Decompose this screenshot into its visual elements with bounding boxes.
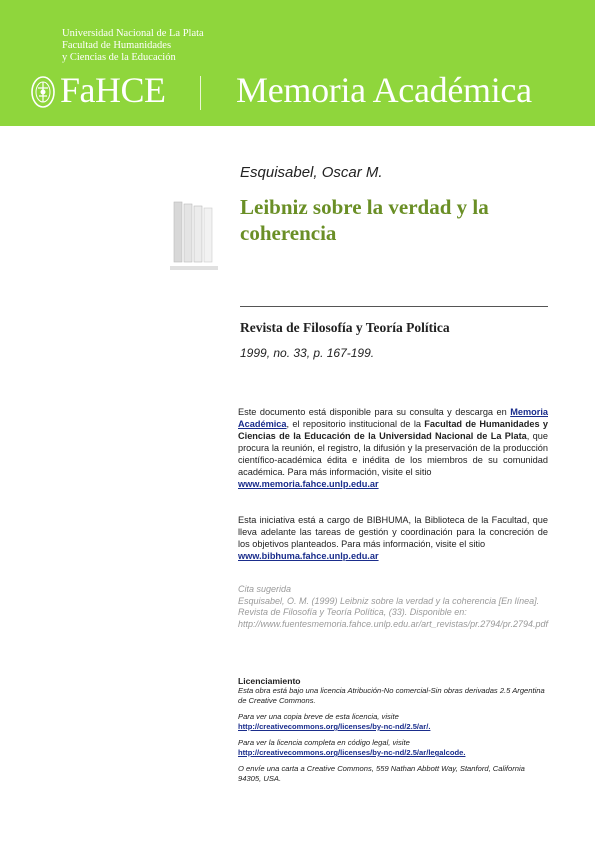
license-section	[238, 676, 550, 784]
bibhuma-url-link[interactable]: www.bibhuma.fahce.unlp.edu.ar	[238, 551, 379, 561]
license-heading: Licenciamiento	[238, 676, 301, 686]
availability-paragraph	[238, 406, 548, 490]
university-seal-icon	[30, 74, 56, 110]
license-text: Esta obra está bajo una licencia Atribución-No comercial-Sin obras derivadas 2.5 Argentina de Creative Commons.	[238, 686, 545, 705]
fahce-logo: FaHCE	[60, 70, 166, 110]
journal-name: Revista de Filosofía y Teoría Política	[240, 320, 450, 335]
repository-name: Memoria Académica	[236, 70, 532, 110]
availability-text: Este documento está disponible para su consulta y descarga en	[238, 407, 511, 417]
memoria-url-link[interactable]: www.memoria.fahce.unlp.edu.ar	[238, 479, 379, 489]
author: Esquisabel, Oscar M.	[240, 164, 383, 181]
bibhuma-paragraph	[238, 514, 548, 562]
faculty-line-2: y Ciencias de la Educación	[62, 52, 176, 63]
books-stack-icon	[168, 198, 220, 276]
license-short-text: Para ver una copia breve de esta licencia, visite	[238, 712, 399, 721]
suggested-citation	[238, 584, 550, 630]
availability-text-2: , el repositorio institucional de la	[286, 419, 425, 429]
document-title: Leibniz sobre la verdad y la coherencia	[240, 195, 489, 245]
license-mail-text: O envíe una carta a Creative Commons, 559 Nathan Abbott Way, Stanford, California 94305, USA.	[238, 764, 525, 783]
availability-text-3: , que procura la reunión, el registro, la difusión y la preservación de la producción científico-académica édita e inédita de los miembros de su comunidad académica. Para más información, visite el sitio	[238, 431, 548, 477]
license-full-link[interactable]: http://creativecommons.org/licenses/by-nc-nd/2.5/ar/legalcode.	[238, 748, 466, 757]
institution-name: Facultad de Humanidades y Ciencias de la Educación de la Universidad Nacional de La Plata	[238, 419, 548, 441]
university-line: Universidad Nacional de La Plata	[62, 28, 204, 39]
memoria-link[interactable]: Memoria Académica	[238, 407, 548, 429]
bibhuma-text: Esta iniciativa está a cargo de BIBHUMA, la Biblioteca de la Facultad, que lleva adelante las tareas de gestión y coordinación para la concreción de los objetivos planteados. Para más información, visite el sitio	[238, 515, 548, 549]
suggested-citation-text: Esquisabel, O. M. (1999) Leibniz sobre la verdad y la coherencia [En línea]. Revista de Filosofía y Teoría Política, (33). Disponible en: http://www.fuentesmemoria.fahce.unlp.edu.ar/art_revistas/pr.2794/pr.2794.pdf	[238, 595, 549, 629]
license-short-link[interactable]: http://creativecommons.org/licenses/by-nc-nd/2.5/ar/.	[238, 722, 431, 731]
suggested-citation-heading: Cita sugerida	[238, 584, 292, 594]
license-full-text: Para ver la licencia completa en código legal, visite	[238, 738, 410, 747]
divider	[240, 306, 548, 307]
banner-divider	[200, 76, 201, 110]
header-banner	[0, 0, 595, 126]
university-name	[62, 28, 204, 64]
citation-details: 1999, no. 33, p. 167-199.	[240, 346, 375, 360]
faculty-line: Facultad de Humanidades	[62, 40, 172, 51]
